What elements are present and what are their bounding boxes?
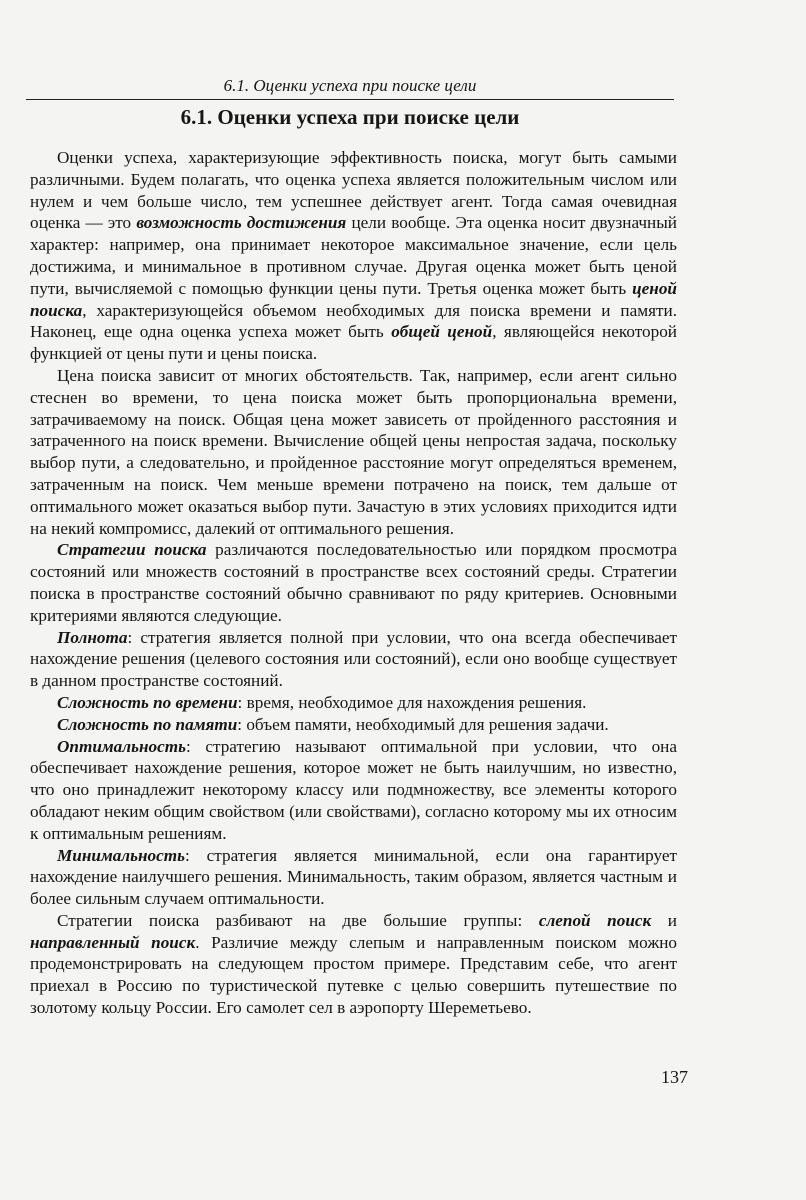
emphasis: слепой поиск xyxy=(538,910,652,930)
paragraph: Оценки успеха, характеризующие эффективность поиска, могут быть самыми различными. Будем полагать, что оценка успеха является положительным числом или нулем и чем больше число, тем успешнее действует агент. Тогда самая очевидная оценка — это возможность достижения цели вообще. Эта оценка носит двузначный характер: например, она принимает некоторое максимальное значение, если цель достижима, и минимальное в противном случае. Другая оценка может быть ценой пути, вычисляемой с помощью функции цены пути. Третья оценка может быть ценой поиска, характеризующейся объемом необходимых для поиска времени и памяти. Наконец, еще одна оценка успеха может быть общей ценой, являющейся некоторой функцией от цены пути и цены поиска. xyxy=(30,148,677,364)
emphasis: ценой поиска xyxy=(30,278,677,320)
header-divider xyxy=(26,99,674,100)
emphasis: Стратегии поиска xyxy=(57,540,207,560)
paragraph: Оптимальность: стратегию называют оптимальной при условии, что она обеспечивает нахождение решения, которое может не быть наилучшим, но известно, что оно принадлежит некоторому классу или подмножеству, все элементы которого обладают неким общим свойством (или свойствами), согласно которому мы их относим к оптимальным решениям. xyxy=(30,736,677,843)
emphasis: Сложность по времени xyxy=(57,692,238,712)
paragraph: Цена поиска зависит от многих обстоятельств. Так, например, если агент сильно стеснен во времени, то цена поиска может быть пропорциональна времени, затрачиваемому на поиск. Общая цена может зависеть от пройденного расстояния и затраченного на поиск времени. Вычисление общей цены непростая задача, поскольку выбор пути, а следовательно, и пройденное расстояние могут определяться временем, затраченным на поиск. Чем меньше времени потрачено на поиск, тем дальше от оптимального может оказаться выбор пути. Зачастую в этих условиях приходится идти на некий компромисс, далекий от оптимального решения. xyxy=(30,365,677,538)
paragraph: Минимальность: стратегия является минимальной, если она гарантирует нахождение наилучшего решения. Минимальность, таким образом, является частным и более сильным случаем оптимальности. xyxy=(30,845,677,909)
emphasis: направленный поиск xyxy=(30,932,196,952)
body-text xyxy=(30,147,677,1019)
page-number: 137 xyxy=(661,1067,688,1087)
paragraph: Полнота: стратегия является полной при условии, что она всегда обеспечивает нахождение решения (целевого состояния или состояний), если оно вообще существует в данном пространстве состояний. xyxy=(30,627,677,691)
emphasis: Сложность по памяти xyxy=(57,714,238,734)
emphasis: Полнота xyxy=(57,627,128,647)
section-title: 6.1. Оценки успеха при поиске цели xyxy=(180,105,520,129)
running-header: 6.1. Оценки успеха при поиске цели xyxy=(223,76,477,95)
emphasis: Минимальность xyxy=(57,845,185,865)
emphasis: общей ценой xyxy=(391,322,493,342)
emphasis: Оптимальность xyxy=(57,736,186,756)
paragraph: Сложность по памяти: объем памяти, необходимый для решения задачи. xyxy=(57,714,609,734)
paragraph: Стратегии поиска разбивают на две большие группы: слепой поиск и направленный поиск. Различие между слепым и направленным поиском можно продемонстрировать на следующем простом примере. Представим себе, что агент приехал в Россию по туристической путевке с целью совершить путешествие по золотому кольцу России. Его самолет сел в аэропорту Шереметьево. xyxy=(30,910,678,1018)
emphasis: возможность достижения xyxy=(136,213,347,233)
paragraph: Стратегии поиска различаются последовательностью или порядком просмотра состояний или множеств состояний в пространстве всех состояний среды. Стратегии поиска в пространстве состояний обычно сравнивают по ряду критериев. Основными критериями являются следующие. xyxy=(30,540,677,625)
paragraph: Сложность по времени: время, необходимое для нахождения решения. xyxy=(57,692,587,712)
